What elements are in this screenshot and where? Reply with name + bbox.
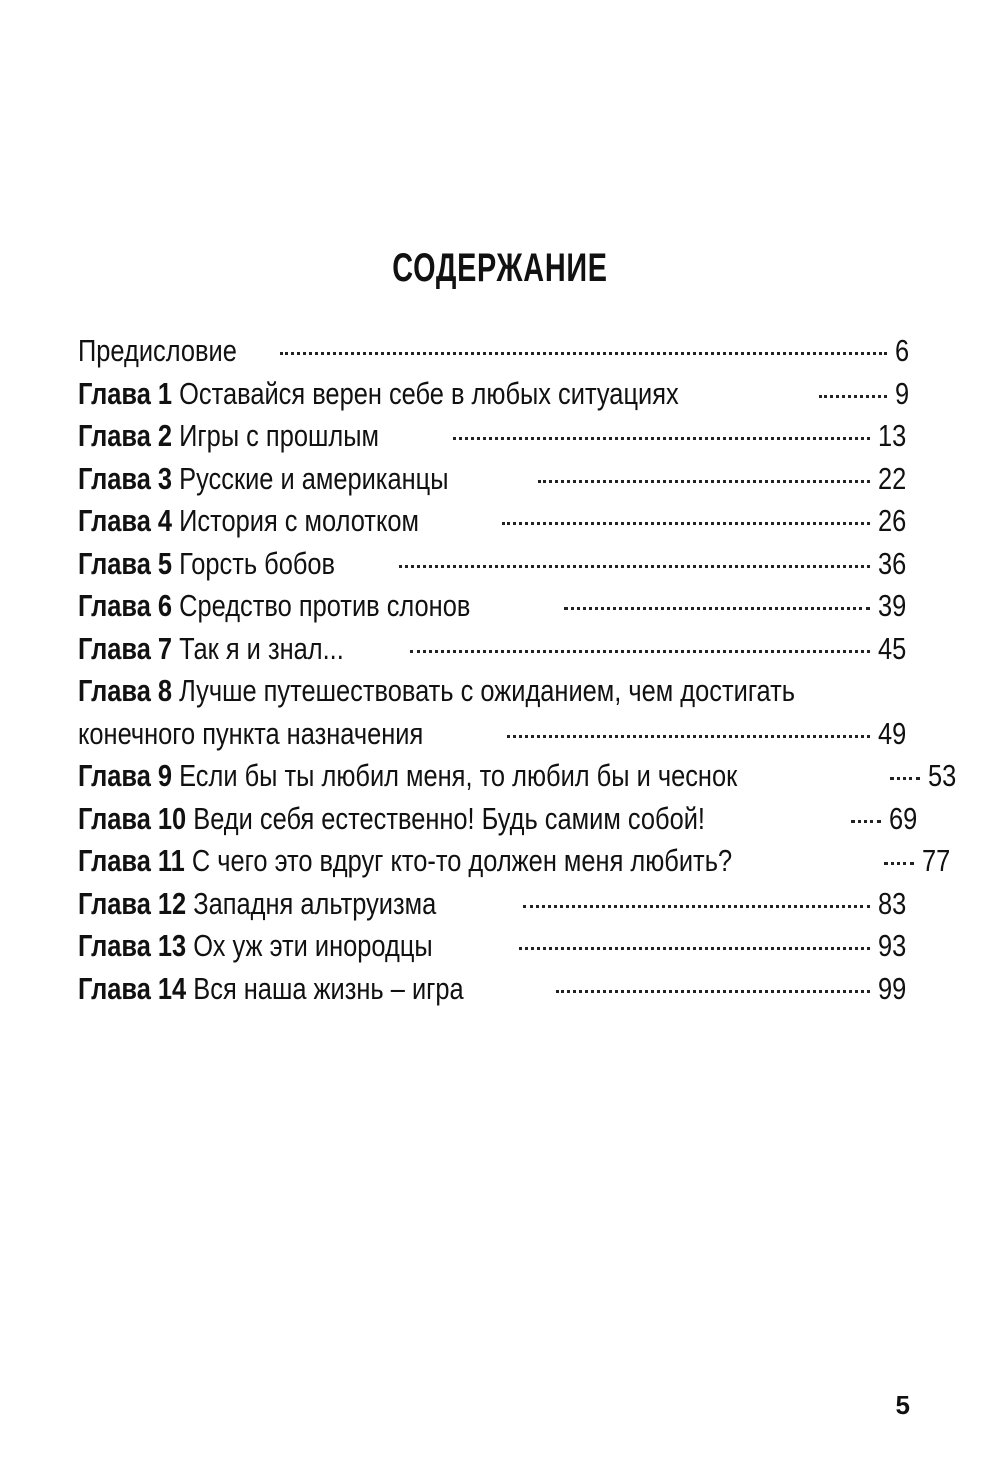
dot-leader bbox=[519, 947, 870, 950]
page-number: 5 bbox=[895, 1390, 910, 1420]
toc-entry[interactable] bbox=[78, 628, 912, 671]
toc-chapter-number: Глава 1 bbox=[78, 375, 173, 411]
toc-chapter-number: Глава 7 bbox=[78, 630, 173, 666]
dot-leader bbox=[453, 437, 870, 440]
toc-entry[interactable] bbox=[78, 373, 912, 416]
dot-leader bbox=[410, 650, 869, 653]
toc-entry-title: Ох уж эти инородцы bbox=[193, 928, 433, 963]
toc-entry-multiline[interactable] bbox=[78, 670, 912, 713]
toc-chapter-number: Глава 6 bbox=[78, 588, 173, 623]
toc-entry-title-continuation: конечного пункта назначения bbox=[78, 715, 424, 751]
toc-entry-page: 6 bbox=[894, 333, 909, 368]
dot-leader bbox=[280, 352, 887, 355]
toc-entry-page: 45 bbox=[877, 630, 906, 666]
toc-chapter-number: Глава 5 bbox=[78, 545, 173, 581]
toc-chapter-number: Глава 4 bbox=[78, 503, 173, 538]
dot-leader bbox=[890, 777, 920, 780]
dot-leader bbox=[819, 395, 887, 398]
toc-chapter-number: Глава 9 bbox=[78, 758, 173, 793]
toc-entry[interactable] bbox=[78, 543, 912, 586]
dot-leader bbox=[851, 820, 881, 823]
toc-chapter-number: Глава 3 bbox=[78, 460, 173, 496]
dot-leader bbox=[502, 522, 870, 525]
toc-entry-page: 39 bbox=[877, 588, 906, 623]
toc-entry-title: Вся наша жизнь – игра bbox=[193, 970, 464, 1006]
toc-chapter-number: Глава 8 bbox=[78, 673, 173, 708]
toc-entry-page: 99 bbox=[877, 970, 906, 1006]
table-of-contents bbox=[78, 330, 957, 1010]
toc-entry-title: Предисловие bbox=[78, 333, 237, 368]
toc-entry-title: Оставайся верен себе в любых ситуациях bbox=[179, 375, 679, 411]
toc-entry[interactable] bbox=[78, 925, 912, 968]
toc-chapter-number: Глава 13 bbox=[78, 928, 187, 963]
toc-entry[interactable] bbox=[78, 840, 950, 883]
toc-entry-title: Западня альтруизма bbox=[193, 885, 437, 921]
toc-entry[interactable] bbox=[78, 415, 912, 458]
toc-entry-page: 22 bbox=[877, 460, 906, 496]
dot-leader bbox=[556, 990, 869, 993]
dot-leader bbox=[564, 607, 869, 610]
toc-entry-page: 26 bbox=[877, 503, 906, 538]
toc-entry[interactable] bbox=[78, 968, 912, 1011]
toc-chapter-number: Глава 10 bbox=[78, 800, 187, 836]
toc-entry[interactable] bbox=[78, 458, 912, 501]
dot-leader bbox=[399, 565, 869, 568]
toc-entry-title: Если бы ты любил меня, то любил бы и чеснок bbox=[179, 758, 738, 793]
toc-entry-page: 13 bbox=[877, 418, 906, 453]
toc-entry-page: 36 bbox=[877, 545, 906, 581]
toc-entry-title: С чего это вдруг кто-то должен меня любить? bbox=[191, 843, 733, 878]
toc-chapter-number: Глава 14 bbox=[78, 970, 187, 1006]
toc-entry[interactable] bbox=[78, 500, 912, 543]
toc-entry-title: Так я и знал... bbox=[179, 630, 344, 666]
toc-entry-title: История с молотком bbox=[179, 503, 419, 538]
dot-leader bbox=[507, 735, 870, 738]
dot-leader bbox=[523, 905, 870, 908]
toc-chapter-number: Глава 11 bbox=[78, 843, 185, 878]
toc-entry-title: Средство против слонов bbox=[179, 588, 471, 623]
toc-entry-title: Веди себя естественно! Будь самим собой! bbox=[193, 800, 705, 836]
toc-entry-page: 9 bbox=[894, 375, 909, 411]
toc-entry-page: 49 bbox=[877, 715, 906, 751]
toc-entry[interactable] bbox=[78, 585, 912, 628]
toc-entry[interactable] bbox=[78, 755, 957, 798]
toc-entry-page: 69 bbox=[888, 800, 917, 836]
dot-leader bbox=[884, 862, 914, 865]
toc-entry-title: Лучше путешествовать с ожиданием, чем достигать bbox=[179, 673, 796, 708]
toc-entry-title: Русские и американцы bbox=[179, 460, 449, 496]
toc-entry-title: Игры с прошлым bbox=[179, 418, 379, 453]
toc-chapter-number: Глава 12 bbox=[78, 885, 187, 921]
toc-entry-page: 53 bbox=[927, 758, 957, 793]
toc-entry[interactable] bbox=[78, 330, 912, 373]
toc-entry-page: 93 bbox=[877, 928, 906, 963]
toc-chapter-number: Глава 2 bbox=[78, 418, 173, 453]
toc-entry-page: 83 bbox=[877, 885, 906, 921]
toc-entry-title: Горсть бобов bbox=[179, 545, 336, 581]
toc-entry[interactable] bbox=[78, 883, 912, 926]
dot-leader bbox=[538, 480, 870, 483]
toc-entry-page: 77 bbox=[921, 843, 950, 878]
toc-entry-continuation[interactable] bbox=[78, 713, 912, 756]
page-title: СОДЕРЖАНИЕ bbox=[392, 246, 608, 290]
toc-entry[interactable] bbox=[78, 798, 917, 841]
